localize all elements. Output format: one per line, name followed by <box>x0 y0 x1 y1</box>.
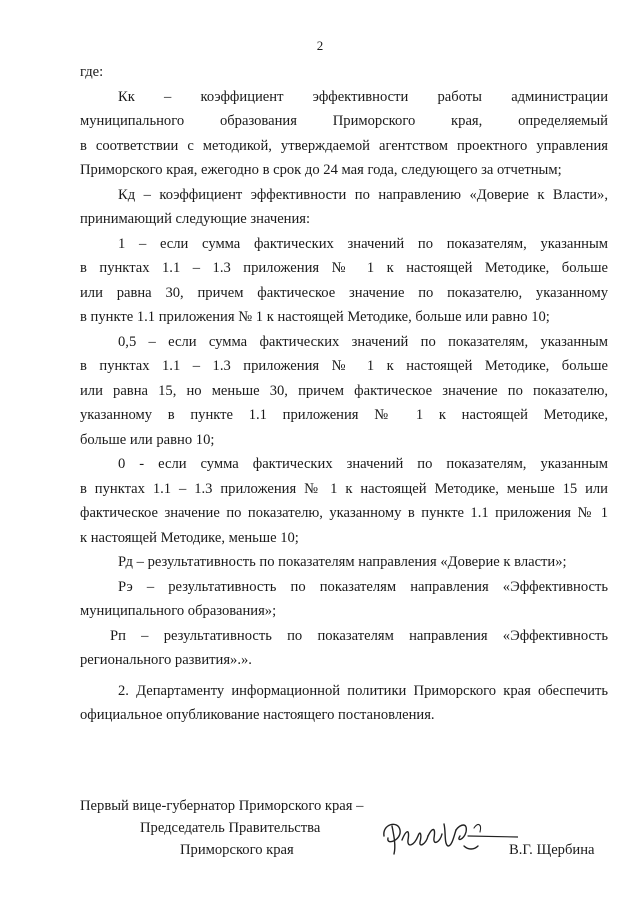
text-line: фактическое значение по показателю, указанному в пункте 1.1 приложения № 1 <box>80 505 608 521</box>
paragraph-rd <box>80 550 608 575</box>
text-line: в пунктах 1.1 – 1.3 приложения № 1 к настоящей Методике, больше <box>80 358 608 374</box>
paragraph-value-1 <box>80 232 608 330</box>
text-line: Рэ – результативность по показателям направления «Эффективность <box>118 578 608 595</box>
paragraph-value-05 <box>80 330 608 453</box>
text-line: муниципального образования Приморского края, определяемый <box>80 113 608 129</box>
signatory-title-line-1: Первый вице-губернатор Приморского края – <box>80 798 364 814</box>
text-line: 0 - если сумма фактических значений по показателям, указанным <box>118 456 608 472</box>
text-line: больше или равно 10; <box>80 431 215 448</box>
intro-text: где: <box>80 64 104 80</box>
text-line: Рд – результативность по показателям направления «Доверие к власти»; <box>118 554 567 570</box>
text-line: регионального развития».». <box>80 652 252 668</box>
text-line: Рп – результативность по показателям направления «Эффективность <box>110 627 608 644</box>
paragraph-re <box>80 575 608 624</box>
signatory-name: В.Г. Щербина <box>509 842 595 858</box>
text-line: в пункте 1.1 приложения № 1 к настоящей Методике, больше или равно 10; <box>80 309 550 325</box>
paragraph-rp <box>80 624 608 673</box>
text-line: принимающий следующие значения: <box>80 211 311 227</box>
text-line: официальное опубликование настоящего постановления. <box>80 707 435 723</box>
signatory-title-line-3: Приморского края <box>180 842 294 858</box>
paragraph-kk <box>80 85 608 183</box>
text-line: указанному в пункте 1.1 приложения № 1 к настоящей Методике, <box>80 407 608 423</box>
text-line: Кк – коэффициент эффективности работы администрации <box>118 88 608 105</box>
paragraph-value-0 <box>80 452 608 550</box>
text-line: муниципального образования»; <box>80 603 277 619</box>
text-line: или равна 30, причем фактическое значение по показателю, указанному <box>80 284 608 301</box>
text-line: 0,5 – если сумма фактических значений по показателям, указанным <box>118 333 608 350</box>
handwritten-signature <box>378 806 518 866</box>
text-line: 2. Департаменту информационной политики Приморского края обеспечить <box>118 682 608 699</box>
text-line: в пунктах 1.1 – 1.3 приложения № 1 к настоящей Методике, больше <box>80 260 608 276</box>
text-line: в соответствии с методикой, утверждаемой агентством проектного управления <box>80 137 608 154</box>
page-number: 2 <box>316 38 324 53</box>
paragraph-kd <box>80 183 608 232</box>
text-line: в пунктах 1.1 – 1.3 приложения № 1 к настоящей Методике, меньше 15 или <box>80 480 608 497</box>
signatory-title-line-2: Председатель Правительства <box>140 820 321 836</box>
text-line: или равна 15, но меньше 30, причем фактическое значение по показателю, <box>80 382 608 399</box>
text-line: Приморского края, ежегодно в срок до 24 мая года, следующего за отчетным; <box>80 162 562 178</box>
paragraph-item-2 <box>80 679 608 728</box>
text-line: к настоящей Методике, меньше 10; <box>80 529 299 546</box>
text-line: Кд – коэффициент эффективности по направлению «Доверие к Власти», <box>118 186 608 203</box>
text-line: 1 – если сумма фактических значений по показателям, указанным <box>118 235 608 252</box>
document-body <box>80 60 608 728</box>
